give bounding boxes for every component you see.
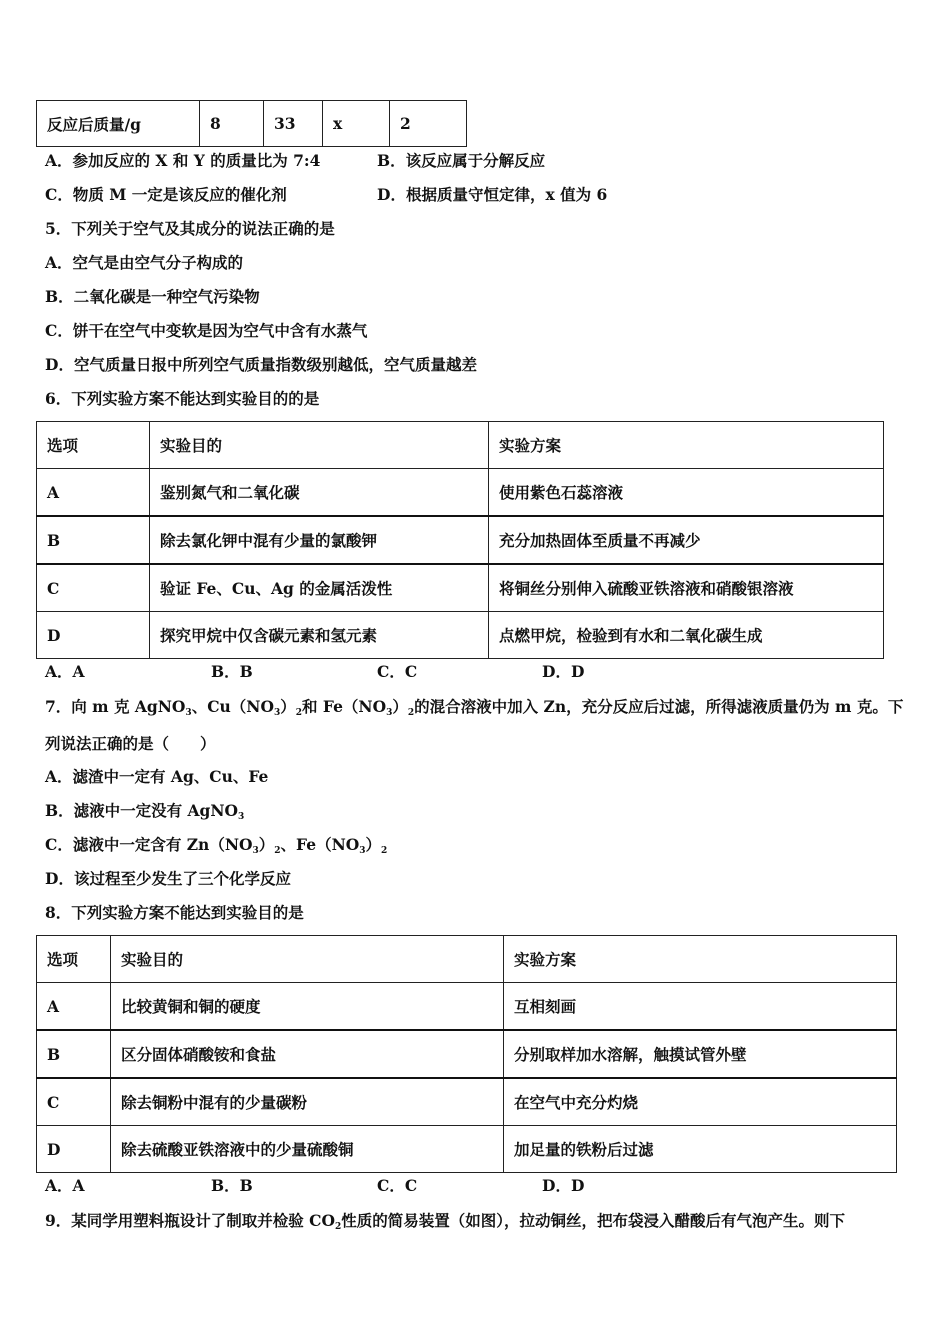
table-cell: B [37, 1030, 111, 1078]
q5-option-b: B．二氧化碳是一种空气污染物 [45, 287, 260, 306]
q7-stem-line-1: 7．向 m 克 AgNO$_3$、$Cu(NO_3)_2$和 $Fe(NO_3)_2$的混合溶液中加入 Zn，充分反应后过滤，所得滤液质量仍为 m 克。下 [45, 697, 904, 718]
q8-stem: 8．下列实验方案不能达到实验目的是 [45, 903, 304, 922]
table-cell: 33 [264, 101, 323, 147]
q7-option-d: D．该过程至少发生了三个化学反应 [45, 869, 291, 888]
column-header: 选项 [37, 936, 111, 983]
table-cell: 8 [200, 101, 264, 147]
table-cell: 使用紫色石蕊溶液 [489, 469, 884, 517]
column-header: 实验目的 [150, 422, 489, 469]
table-header-row [37, 936, 897, 983]
q8-table [36, 935, 897, 1173]
table-row [37, 1078, 897, 1126]
table-row [37, 564, 884, 612]
table-header-row [37, 422, 884, 469]
table-cell: 点燃甲烷，检验到有水和二氧化碳生成 [489, 612, 884, 659]
table-cell: 验证 Fe、Cu、Ag 的金属活泼性 [150, 564, 489, 612]
table-cell: C [37, 1078, 111, 1126]
table-cell: 除去硫酸亚铁溶液中的少量硫酸铜 [111, 1126, 504, 1173]
q8-choice-b: B．B [211, 1176, 253, 1195]
column-header: 实验目的 [111, 936, 504, 983]
q4-option-d: D．根据质量守恒定律，x 值为 6 [377, 185, 608, 204]
reaction-mass-table [36, 100, 467, 147]
q5-option-d: D．空气质量日报中所列空气质量指数级别越低，空气质量越差 [45, 355, 477, 374]
table-row [37, 101, 467, 147]
column-header: 选项 [37, 422, 150, 469]
table-cell: 充分加热固体至质量不再减少 [489, 516, 884, 564]
q8-choice-c: C．C [377, 1176, 418, 1195]
table-cell: 比较黄铜和铜的硬度 [111, 983, 504, 1031]
column-header: 实验方案 [504, 936, 897, 983]
q7-option-c: C．滤液中一定含有 $Zn(NO_3)_2$、$Fe(NO_3)_2$ [45, 835, 388, 856]
table-cell: 区分固体硝酸铵和食盐 [111, 1030, 504, 1078]
table-cell: D [37, 612, 150, 659]
q6-choice-a: A．A [45, 662, 85, 681]
table-cell: 分别取样加水溶解，触摸试管外壁 [504, 1030, 897, 1078]
q5-option-a: A．空气是由空气分子构成的 [45, 253, 244, 272]
q6-table [36, 421, 884, 659]
q7-option-a: A．滤渣中一定有 Ag、Cu、Fe [45, 767, 269, 786]
q4-option-b: B．该反应属于分解反应 [377, 151, 546, 170]
table-row [37, 1126, 897, 1173]
q6-stem: 6．下列实验方案不能达到实验目的的是 [45, 389, 320, 408]
q7-stem-line-2: 列说法正确的是（ ） [45, 734, 216, 753]
q9-stem: 9．某同学用塑料瓶设计了制取并检验 $CO_2$性质的简易装置（如图），拉动铜丝，把布袋浸入醋酸后有气泡产生。则下 [45, 1211, 846, 1232]
q8-choice-a: A．A [45, 1176, 85, 1195]
q5-stem: 5．下列关于空气及其成分的说法正确的是 [45, 219, 335, 238]
table-row [37, 516, 884, 564]
table-cell: 互相刻画 [504, 983, 897, 1031]
table-cell: D [37, 1126, 111, 1173]
table-cell: 反应后质量/g [37, 101, 200, 147]
table-cell: B [37, 516, 150, 564]
q7-option-b: B．滤液中一定没有 AgNO$_3$ [45, 801, 245, 822]
table-cell: 探究甲烷中仅含碳元素和氢元素 [150, 612, 489, 659]
table-cell: 加足量的铁粉后过滤 [504, 1126, 897, 1173]
q6-choice-c: C．C [377, 662, 418, 681]
table-row [37, 983, 897, 1031]
table-cell: 在空气中充分灼烧 [504, 1078, 897, 1126]
table-cell: 除去铜粉中混有的少量碳粉 [111, 1078, 504, 1126]
table-cell: 除去氯化钾中混有少量的氯酸钾 [150, 516, 489, 564]
table-cell: 将铜丝分别伸入硫酸亚铁溶液和硝酸银溶液 [489, 564, 884, 612]
q6-choice-d: D．D [542, 662, 585, 681]
table-cell: x [323, 101, 390, 147]
column-header: 实验方案 [489, 422, 884, 469]
q4-option-a: A．参加反应的 X 和 Y 的质量比为 7:4 [45, 151, 321, 170]
table-cell: C [37, 564, 150, 612]
q6-choice-b: B．B [211, 662, 253, 681]
table-cell: A [37, 469, 150, 517]
table-cell: 2 [390, 101, 467, 147]
q5-option-c: C．饼干在空气中变软是因为空气中含有水蒸气 [45, 321, 368, 340]
q4-option-c: C．物质 M 一定是该反应的催化剂 [45, 185, 287, 204]
table-row [37, 612, 884, 659]
table-row [37, 1030, 897, 1078]
table-cell: A [37, 983, 111, 1031]
q8-choice-d: D．D [542, 1176, 585, 1195]
table-row [37, 469, 884, 517]
table-cell: 鉴别氮气和二氧化碳 [150, 469, 489, 517]
